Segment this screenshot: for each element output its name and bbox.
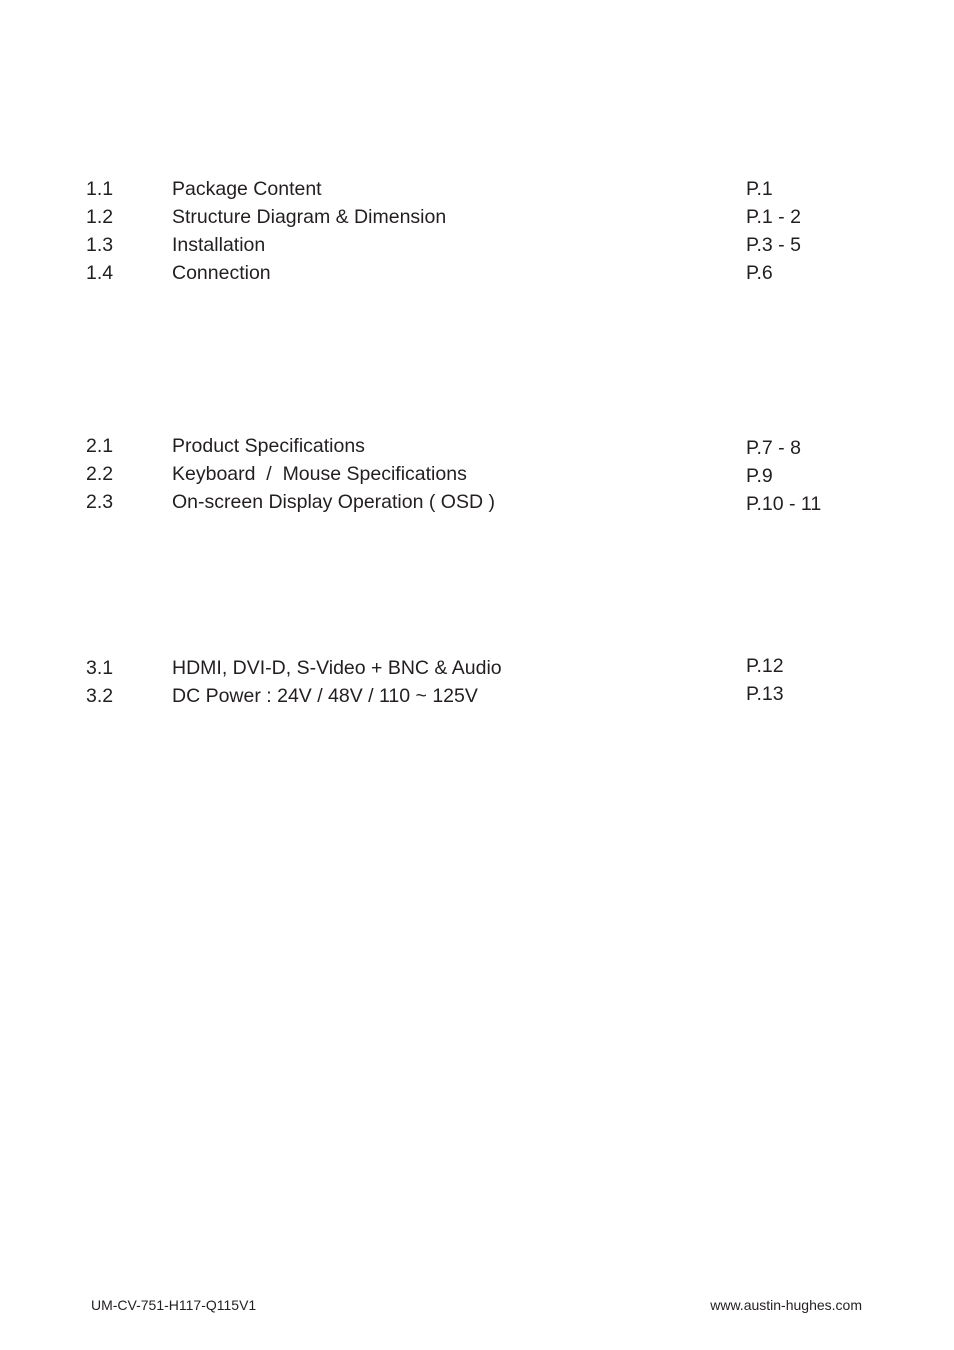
toc-entry-page: P.9 xyxy=(746,465,773,487)
toc-entry-title: On-screen Display Operation ( OSD ) xyxy=(172,491,495,513)
toc-entry xyxy=(0,654,954,682)
toc-entry-number: 1.4 xyxy=(86,262,114,284)
toc-entry xyxy=(0,231,954,259)
toc-entry-number: 1.1 xyxy=(86,178,114,200)
toc-entry-page: P.7 - 8 xyxy=(746,437,801,459)
toc-entry xyxy=(0,432,954,460)
toc-entry-title: Installation xyxy=(172,234,266,256)
toc-entry-title: Product Specifications xyxy=(172,435,365,457)
toc-entry xyxy=(0,175,954,203)
toc-entry-number: 2.3 xyxy=(86,491,114,513)
toc-entry-page: P.1 - 2 xyxy=(746,206,801,228)
toc-entry-number: 2.2 xyxy=(86,463,114,485)
toc-entry-title: Package Content xyxy=(172,178,322,200)
toc-entry xyxy=(0,682,954,710)
toc-entry-number: 2.1 xyxy=(86,435,114,457)
toc-entry-page: P.10 - 11 xyxy=(746,493,822,515)
toc-entry-number: 1.2 xyxy=(86,206,114,228)
footer-document-code: UM-CV-751-H117-Q115V1 xyxy=(91,1297,257,1313)
toc-entry-page: P.6 xyxy=(746,262,773,284)
toc-entry-title: Structure Diagram & Dimension xyxy=(172,206,447,228)
toc-entry-page: P.12 xyxy=(746,655,784,677)
toc-entry xyxy=(0,203,954,231)
toc-entry-title: HDMI, DVI-D, S-Video + BNC & Audio xyxy=(172,657,502,679)
footer-website: www.austin-hughes.com xyxy=(710,1297,862,1313)
toc-entry-number: 3.1 xyxy=(86,657,114,679)
toc-entry-title: Keyboard / Mouse Specifications xyxy=(172,463,467,485)
toc-entry-page: P.13 xyxy=(746,683,784,705)
toc-entry-number: 3.2 xyxy=(86,685,114,707)
toc-entry-page: P.3 - 5 xyxy=(746,234,801,256)
toc-entry-title: DC Power : 24V / 48V / 110 ~ 125V xyxy=(172,685,478,707)
toc-entry xyxy=(0,488,954,516)
toc-entry xyxy=(0,259,954,287)
toc-entry-title: Connection xyxy=(172,262,271,284)
toc-entry-number: 1.3 xyxy=(86,234,114,256)
toc-entry-page: P.1 xyxy=(746,178,773,200)
toc-entry xyxy=(0,460,954,488)
